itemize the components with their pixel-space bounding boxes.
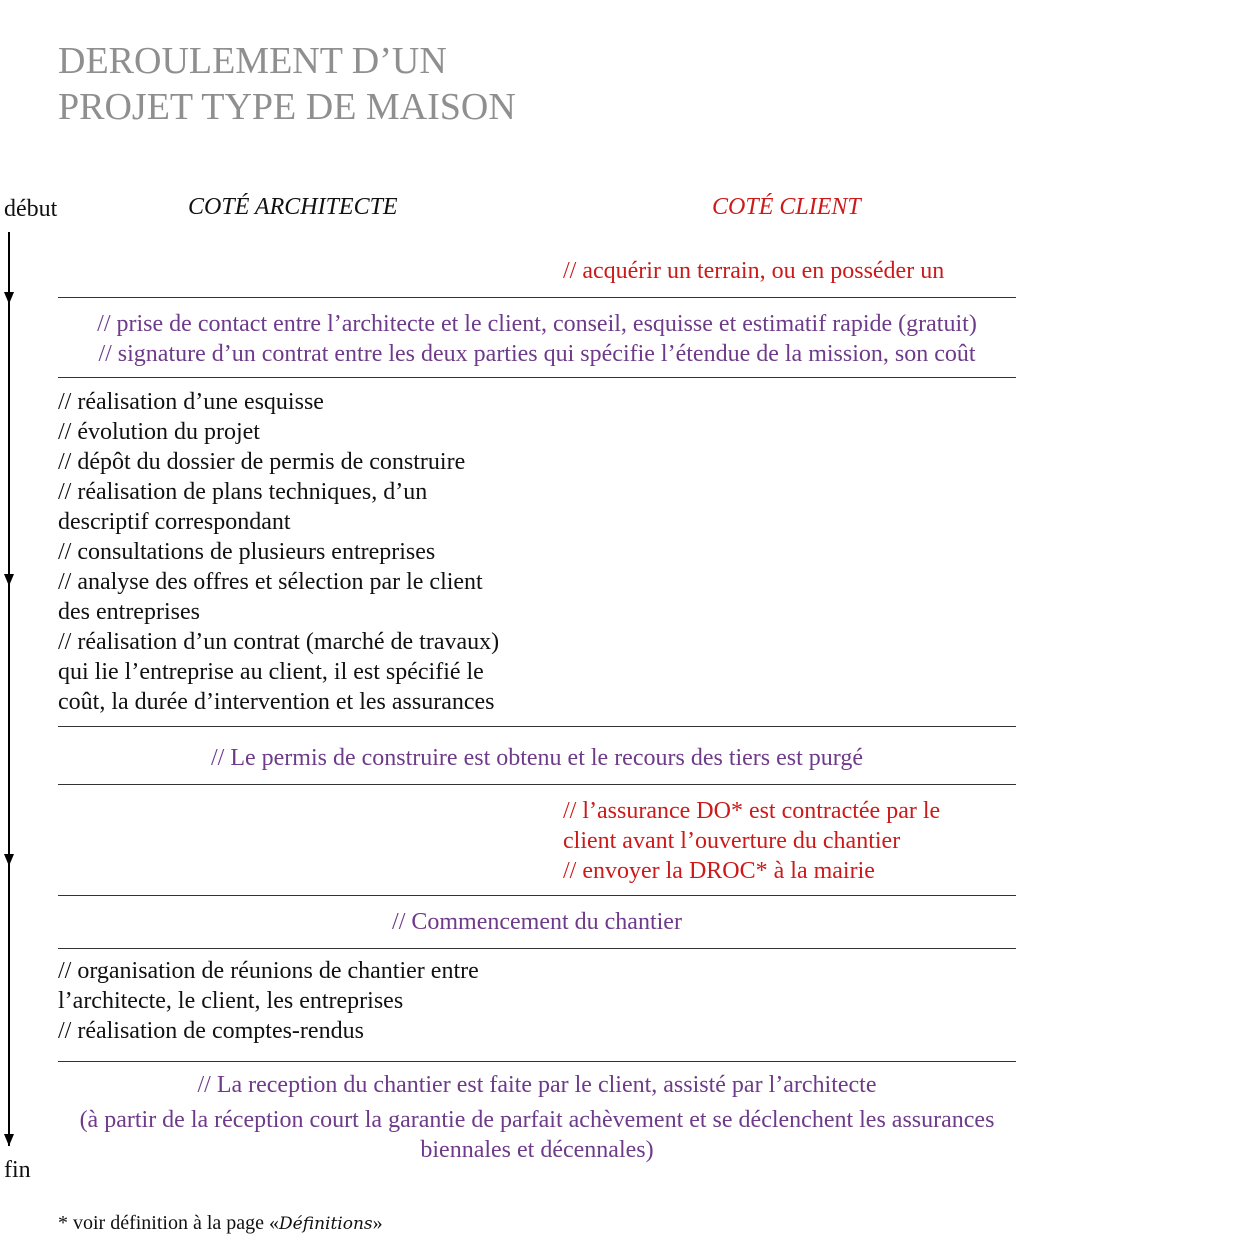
list-item: // réalisation d’un contrat (marché de travaux) xyxy=(58,629,500,655)
page-title xyxy=(58,38,516,130)
list-item: // analyse des offres et sélection par le client xyxy=(58,569,483,595)
step-architect-design xyxy=(58,387,499,717)
step-shared-reception-1: // La reception du chantier est faite par le client, assisté par l’architecte xyxy=(197,1072,877,1098)
list-item: // consultations de plusieurs entreprises xyxy=(58,539,436,565)
list-item: coût, la durée d’intervention et les assurances xyxy=(58,689,495,715)
timeline-start-label: début xyxy=(4,196,58,222)
list-item: descriptif correspondant xyxy=(58,509,291,535)
timeline-end-label: fin xyxy=(4,1157,31,1183)
list-item: des entreprises xyxy=(58,599,200,625)
list-item: client avant l’ouverture du chantier xyxy=(563,828,901,854)
list-item: // dépôt du dossier de permis de construire xyxy=(58,449,466,475)
step-shared-start: // Commencement du chantier xyxy=(392,909,682,935)
list-item: // réalisation d’une esquisse xyxy=(58,389,324,415)
divider xyxy=(58,784,1016,785)
divider xyxy=(58,948,1016,949)
step-client-land: // acquérir un terrain, ou en posséder un xyxy=(563,258,945,284)
list-item: l’architecte, le client, les entreprises xyxy=(58,988,404,1014)
step-client-insurance xyxy=(563,796,940,886)
step-shared-permit: // Le permis de construire est obtenu et le recours des tiers est purgé xyxy=(210,745,864,771)
footnote-suffix: » xyxy=(372,1212,383,1234)
list-item: // l’assurance DO* est contractée par le xyxy=(563,798,941,824)
step-shared-contact-1: // prise de contact entre l’architecte et le client, conseil, esquisse et estimatif rapide (gratuit) xyxy=(97,311,977,337)
step-architect-site xyxy=(58,956,479,1046)
column-header-client: COTÉ CLIENT xyxy=(712,194,861,220)
divider xyxy=(58,895,1016,896)
footnote-prefix: * voir définition à la page « xyxy=(58,1212,280,1234)
list-item: qui lie l’entreprise au client, il est spécifié le xyxy=(58,659,484,685)
divider xyxy=(58,726,1016,727)
divider xyxy=(58,377,1016,378)
list-item: // réalisation de comptes-rendus xyxy=(58,1018,364,1044)
footnote-link[interactable]: Définitions xyxy=(279,1214,373,1234)
timeline-arrowhead-3 xyxy=(4,854,14,866)
list-item: // réalisation de plans techniques, d’un xyxy=(58,479,428,505)
list-item: // organisation de réunions de chantier entre xyxy=(58,958,479,984)
timeline-arrowhead-4 xyxy=(4,1134,14,1146)
divider xyxy=(58,1061,1016,1062)
footnote xyxy=(58,1212,383,1235)
column-header-architect: COTÉ ARCHITECTE xyxy=(188,194,398,220)
timeline-arrow xyxy=(0,0,40,1240)
list-item: // envoyer la DROC* à la mairie xyxy=(563,858,875,884)
step-shared-reception-2: (à partir de la réception court la garantie de parfait achèvement et se déclenchent les assurances xyxy=(79,1107,995,1133)
page-title-line-2: PROJET TYPE DE MAISON xyxy=(58,86,516,128)
divider xyxy=(58,297,1016,298)
step-shared-contact-2: // signature d’un contrat entre les deux parties qui spécifie l’étendue de la mission, son coût xyxy=(98,341,976,367)
timeline-arrowhead-1 xyxy=(4,292,14,304)
step-shared-reception-3: biennales et décennales) xyxy=(420,1137,654,1163)
page-title-line-1: DEROULEMENT D’UN xyxy=(58,40,447,82)
timeline-arrowhead-2 xyxy=(4,574,14,586)
list-item: // évolution du projet xyxy=(58,419,260,445)
